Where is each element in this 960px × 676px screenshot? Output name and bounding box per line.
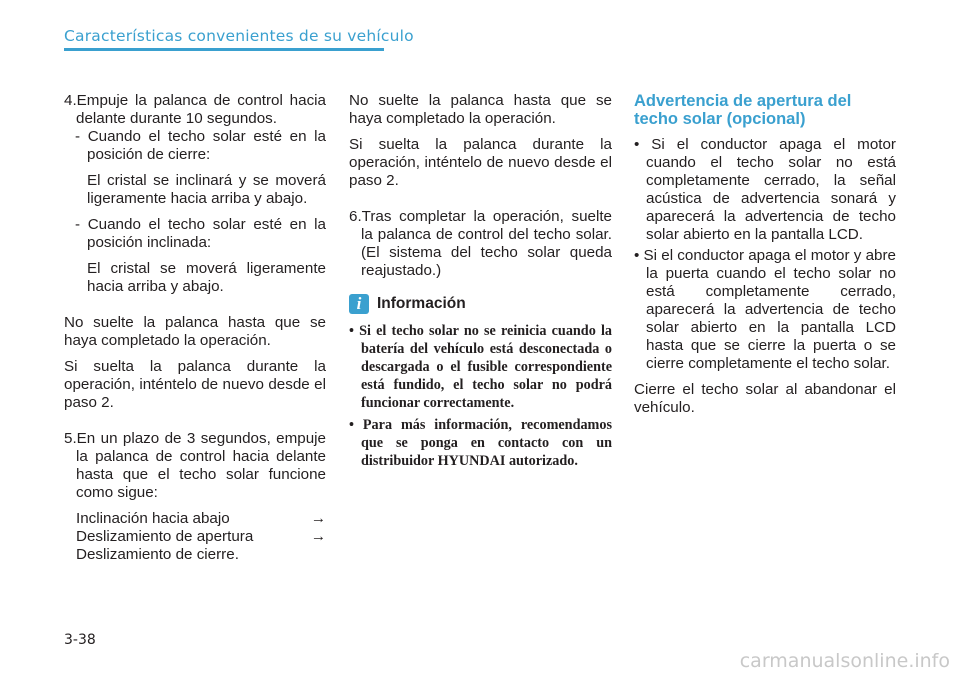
sequence-tilt-down: Inclinación hacia abajo [76, 510, 230, 527]
info-item-dealer: • Para más información, recomendamos que se ponga en contacto con un distribuidor HYUNDAI autorizado. [349, 417, 612, 469]
section-header: Características convenientes de su vehículo [64, 27, 414, 45]
step-4-case-tilted-text: El cristal se moverá ligeramente hacia arriba y abajo. [87, 260, 326, 295]
warning-bullet-engine-off: • Si el conductor apaga el motor cuando el techo solar no está completamente cerrado, la señal acústica de advertencia sonará y aparecerá la advertencia de techo solar abierto en la pantalla LCD. [634, 136, 896, 243]
step-4-case-tilted: - Cuando el techo solar esté en la posición inclinada: [75, 216, 326, 251]
step-4-case-closed: - Cuando el techo solar esté en la posición de cierre: [75, 128, 326, 163]
step-4-case-closed-text: El cristal se inclinará y se moverá ligeramente hacia arriba y abajo. [87, 172, 326, 207]
header-underline [64, 48, 384, 51]
column-middle [349, 92, 612, 474]
page-number: 3-38 [64, 632, 96, 648]
column-left [64, 92, 326, 564]
sequence-slide-close: Deslizamiento de cierre. [76, 546, 239, 563]
step-5: 5.En un plazo de 3 segundos, empuje la palanca de control hacia delante hasta que el techo solar funcione como sigue: [64, 430, 326, 501]
arrow-right-icon: → [310, 528, 326, 545]
sequence-line-1 [76, 510, 326, 528]
sequence [64, 510, 326, 564]
paragraph-hold-lever: No suelte la palanca hasta que se haya completado la operación. [64, 314, 326, 349]
watermark: carmanualsonline.info [739, 650, 950, 672]
paragraph-retry: Si suelta la palanca durante la operación, inténtelo de nuevo desde el paso 2. [349, 136, 612, 189]
arrow-right-icon: → [310, 510, 326, 527]
paragraph-hold-lever: No suelte la palanca hasta que se haya completado la operación. [349, 92, 612, 127]
warning-title: Advertencia de apertura del techo solar (opcional) [634, 92, 852, 128]
sequence-slide-open: Deslizamiento de apertura [76, 528, 254, 545]
warning-bullet-door-open: • Si el conductor apaga el motor y abre la puerta cuando el techo solar no está completamente cerrado, aparecerá la advertencia de techo solar abierto en la pantalla LCD hasta que se cierre la puerta o se cierre completamente el techo solar. [634, 247, 896, 372]
info-icon: i [349, 294, 369, 314]
step-4: 4.Empuje la palanca de control hacia delante durante 10 segundos. [64, 92, 326, 127]
sequence-line-2 [76, 528, 326, 546]
column-right [634, 92, 896, 417]
info-heading [349, 294, 612, 314]
paragraph-close-sunroof: Cierre el techo solar al abandonar el vehículo. [634, 381, 896, 416]
info-title: Información [377, 295, 466, 312]
step-6: 6.Tras completar la operación, suelte la palanca de control del techo solar. (El sistema del techo solar queda reajustado.) [349, 208, 612, 279]
paragraph-retry: Si suelta la palanca durante la operación, inténtelo de nuevo desde el paso 2. [64, 358, 326, 411]
info-item-reset: • Si el techo solar no se reinicia cuando la batería del vehículo está desconectada o descargada o el fusible correspondiente está fundido, el techo solar no podrá funcionar correctamente. [349, 323, 612, 411]
